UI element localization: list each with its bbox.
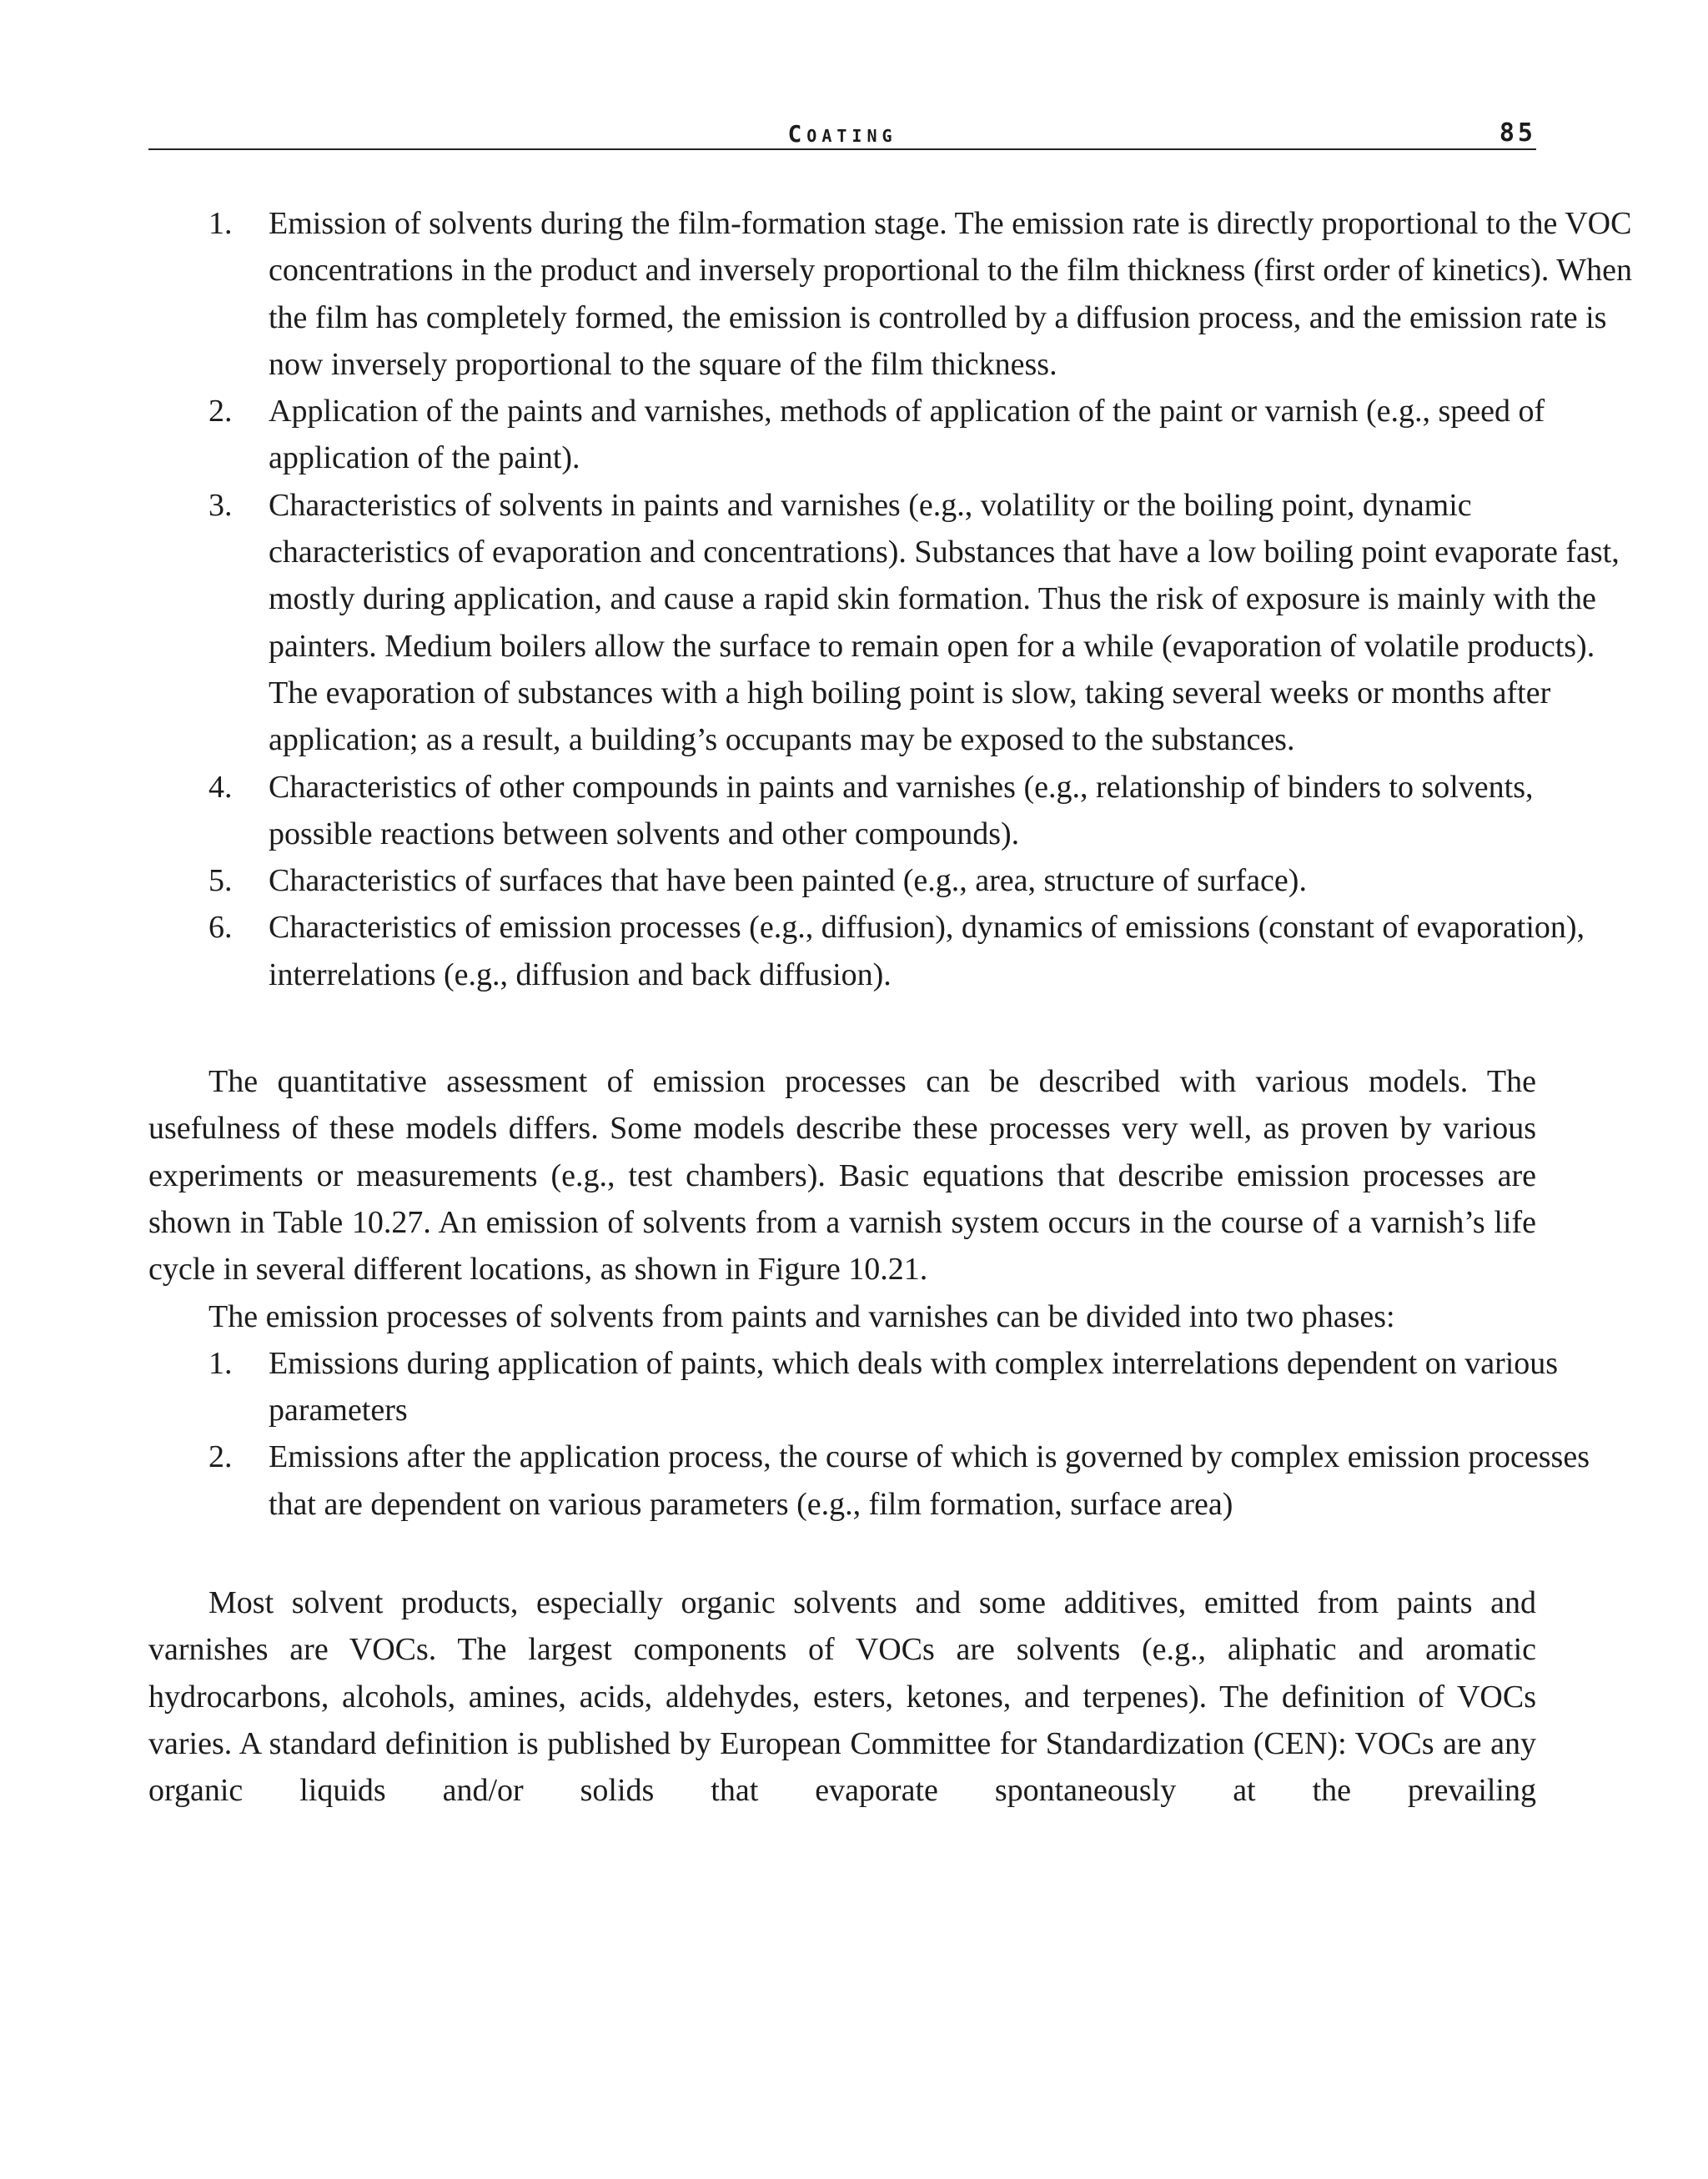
body-paragraph: The emission processes of solvents from paints and varnishes can be divided into two phases:	[208, 1298, 1395, 1334]
list-item	[208, 200, 1636, 388]
list-item-text: Application of the paints and varnishes, methods of application of the paint or varnish (e.g., speed of application of the paint).	[269, 394, 1545, 476]
list-item-number: 5.	[208, 863, 233, 899]
list-item-text: Characteristics of surfaces that have been painted (e.g., area, structure of surface).	[269, 863, 1307, 899]
list-item-text: Characteristics of solvents in paints and varnishes (e.g., volatility or the boiling point, dynamic characteristics of evaporation and concentrations). Substances that have a low boiling point evaporate fast, mostly during application, and cause a rapid skin formation. Thus the risk of exposure is mainly with the painters. Medium boilers allow the surface to remain open for a while (evaporation of volatile products). The evaporation of substances with a high boiling point is slow, taking several weeks or months after application; as a result, a building’s occupants may be exposed to the substances.	[269, 487, 1620, 758]
list-item-number: 3.	[208, 487, 233, 523]
list-item	[208, 388, 1636, 482]
emission-factors-list	[148, 200, 1636, 998]
list-item-number: 4.	[208, 769, 233, 805]
list-item-text: Characteristics of other compounds in paints and varnishes (e.g., relationship of binders to solvents, possible reactions between solvents and other compounds).	[269, 769, 1534, 851]
list-item	[208, 857, 1636, 904]
list-item	[208, 1433, 1620, 1528]
list-item-number: 2.	[208, 1439, 233, 1475]
list-item-number: 6.	[208, 910, 233, 946]
emission-models-section	[148, 1058, 1536, 1340]
list-item-text: Emissions during application of paints, which deals with complex interrelations dependent on various parameters	[269, 1345, 1559, 1428]
voc-definition-section	[148, 1579, 1536, 1814]
list-item	[208, 904, 1636, 998]
list-item-number: 1.	[208, 206, 233, 241]
list-item	[208, 764, 1636, 858]
page-number: 85	[1499, 118, 1536, 148]
running-header	[148, 117, 1536, 150]
list-item-number: 2.	[208, 394, 233, 429]
list-item-text: Emissions after the application process, the course of which is governed by complex emission processes that are dependent on various parameters (e.g., film formation, surface area)	[269, 1439, 1590, 1522]
list-item-text: Characteristics of emission processes (e.g., diffusion), dynamics of emissions (constant of evaporation), interrelations (e.g., diffusion and back diffusion).	[269, 910, 1585, 992]
body-paragraph: The quantitative assessment of emission processes can be described with various models. The usefulness of these models differs. Some models describe these processes very well, as proven by various experiments or measurements (e.g., test chambers). Basic equations that describe emission processes are shown in Table 10.27. An emission of solvents from a varnish system occurs in the course of a varnish’s life cycle in several different locations, as shown in Figure 10.21.	[148, 1064, 1536, 1288]
page-body	[148, 200, 1632, 1815]
running-title: Coating	[787, 120, 897, 148]
list-item-text: Emission of solvents during the film-formation stage. The emission rate is directly proportional to the VOC concentrations in the product and inversely proportional to the film thickness (first order of kinetics). When the film has completely formed, the emission is controlled by a diffusion process, and the emission rate is now inversely proportional to the square of the film thickness.	[269, 206, 1632, 382]
list-item	[208, 1340, 1620, 1434]
list-item-number: 1.	[208, 1345, 233, 1381]
emission-phases-list	[148, 1340, 1620, 1528]
body-paragraph: Most solvent products, especially organic solvents and some additives, emitted from paints and varnishes are VOCs. The largest components of VOCs are solvents (e.g., aliphatic and aromatic hydrocarbons, alcohols, amines, acids, aldehydes, esters, ketones, and terpenes). The definition of VOCs varies. A standard definition is published by European Committee for Standardization (CEN): VOCs are any organic liquids and/or solids that evaporate spontaneously at the prevailing	[148, 1585, 1536, 1809]
list-item	[208, 482, 1636, 764]
